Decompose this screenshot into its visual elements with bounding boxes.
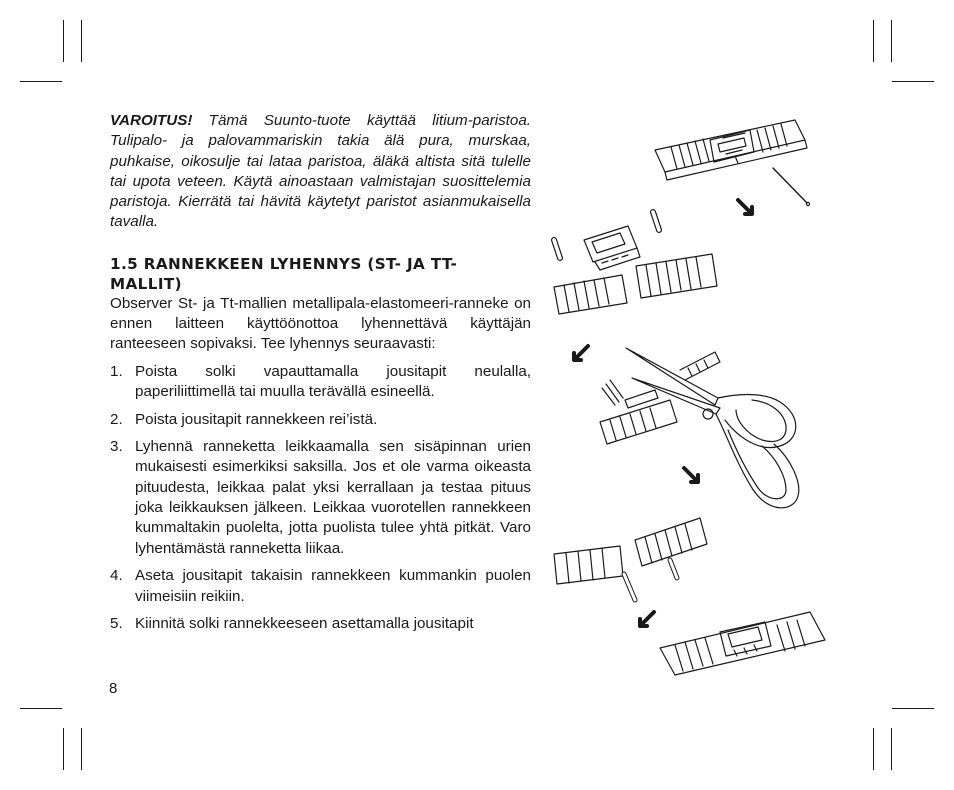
crop-mark: [63, 728, 64, 770]
crop-mark: [892, 81, 934, 82]
crop-mark: [63, 20, 64, 62]
steps-list: [110, 362, 531, 635]
step-number: 1.: [110, 362, 123, 380]
crop-mark: [873, 20, 874, 62]
strap-shortening-illustration: [540, 100, 840, 680]
crop-mark: [891, 20, 892, 62]
section-heading: 1.5 RANNEKKEEN LYHENNYS (ST- JA TT-MALLIT): [110, 254, 458, 293]
list-item: [110, 614, 531, 634]
text-column: [110, 111, 531, 642]
intro-paragraph: Observer St- ja Tt-mallien metallipala-elastomeeri-ranneke on ennen laitteen käyttöönottoa lyhennettävä käyttäjän ranteeseen sopivaksi. Tee lyhennys seuraavasti:: [110, 294, 531, 353]
crop-mark: [20, 81, 62, 82]
crop-mark: [873, 728, 874, 770]
arrow-icon: [738, 200, 752, 214]
step-text: Lyhennä ranneketta leikkaamalla sen sisäpinnan urien mukaisesti esimerkiksi saksilla. Jos et ole varma oikeasta pituudesta, leikkaa palat yksi kerrallaan ja testaa pituus joka leikkauksen jälkeen. Leikkaa vuorotellen rannekkeen kummaltakin puolelta, jotta puolista tulee yhtä pitkät. Varo lyhentämästä ranneketta liikaa.: [135, 438, 531, 557]
step-number: 5.: [110, 615, 123, 633]
list-item: [110, 410, 531, 430]
step-number: 3.: [110, 438, 123, 456]
step-text: Poista solki vapauttamalla jousitapit neulalla, paperiliittimellä tai muulla terävällä esineellä.: [135, 362, 531, 400]
arrow-icon: [640, 612, 654, 626]
list-item: [110, 362, 531, 403]
arrow-icon: [574, 346, 588, 360]
shortened-strap-drawing: [554, 518, 707, 600]
crop-mark: [892, 708, 934, 709]
step-text: Aseta jousitapit takaisin rannekkeen kummankin puolen viimeisiin reikiin.: [135, 567, 531, 605]
step-number: 2.: [110, 410, 123, 428]
crop-mark: [81, 20, 82, 62]
crop-mark: [20, 708, 62, 709]
step-text: Kiinnitä solki rannekkeeseen asettamalla jousitapit: [135, 615, 474, 633]
crop-mark: [891, 728, 892, 770]
full-bracelet-drawing: [655, 120, 810, 206]
scissors-cutting-drawing: [600, 348, 799, 508]
warning-paragraph: [110, 111, 531, 233]
warning-label: VAROITUS!: [110, 112, 193, 129]
list-item: [110, 566, 531, 607]
warning-text: Tämä Suunto-tuote käyttää litium-paristoa. Tulipalo- ja palovammariskin takia älä pura, murskaa, puhkaise, oikosulje tai lataa paristoa, äläkä altista sitä tulelle tai upota veteen. Käytä ainoastaan valmistajan suosittelemia paristoja. Kierrätä tai hävitä käytetyt paristot asianmukaisella tavalla.: [110, 112, 531, 231]
reassembled-bracelet-drawing: [660, 612, 825, 675]
step-number: 4.: [110, 567, 123, 585]
clasp-removed-drawing: [554, 212, 717, 314]
arrow-icon: [684, 468, 698, 482]
list-item: [110, 437, 531, 559]
crop-mark: [81, 728, 82, 770]
step-text: Poista jousitapit rannekkeen rei’istä.: [135, 410, 378, 428]
page-number: 8: [109, 680, 118, 697]
